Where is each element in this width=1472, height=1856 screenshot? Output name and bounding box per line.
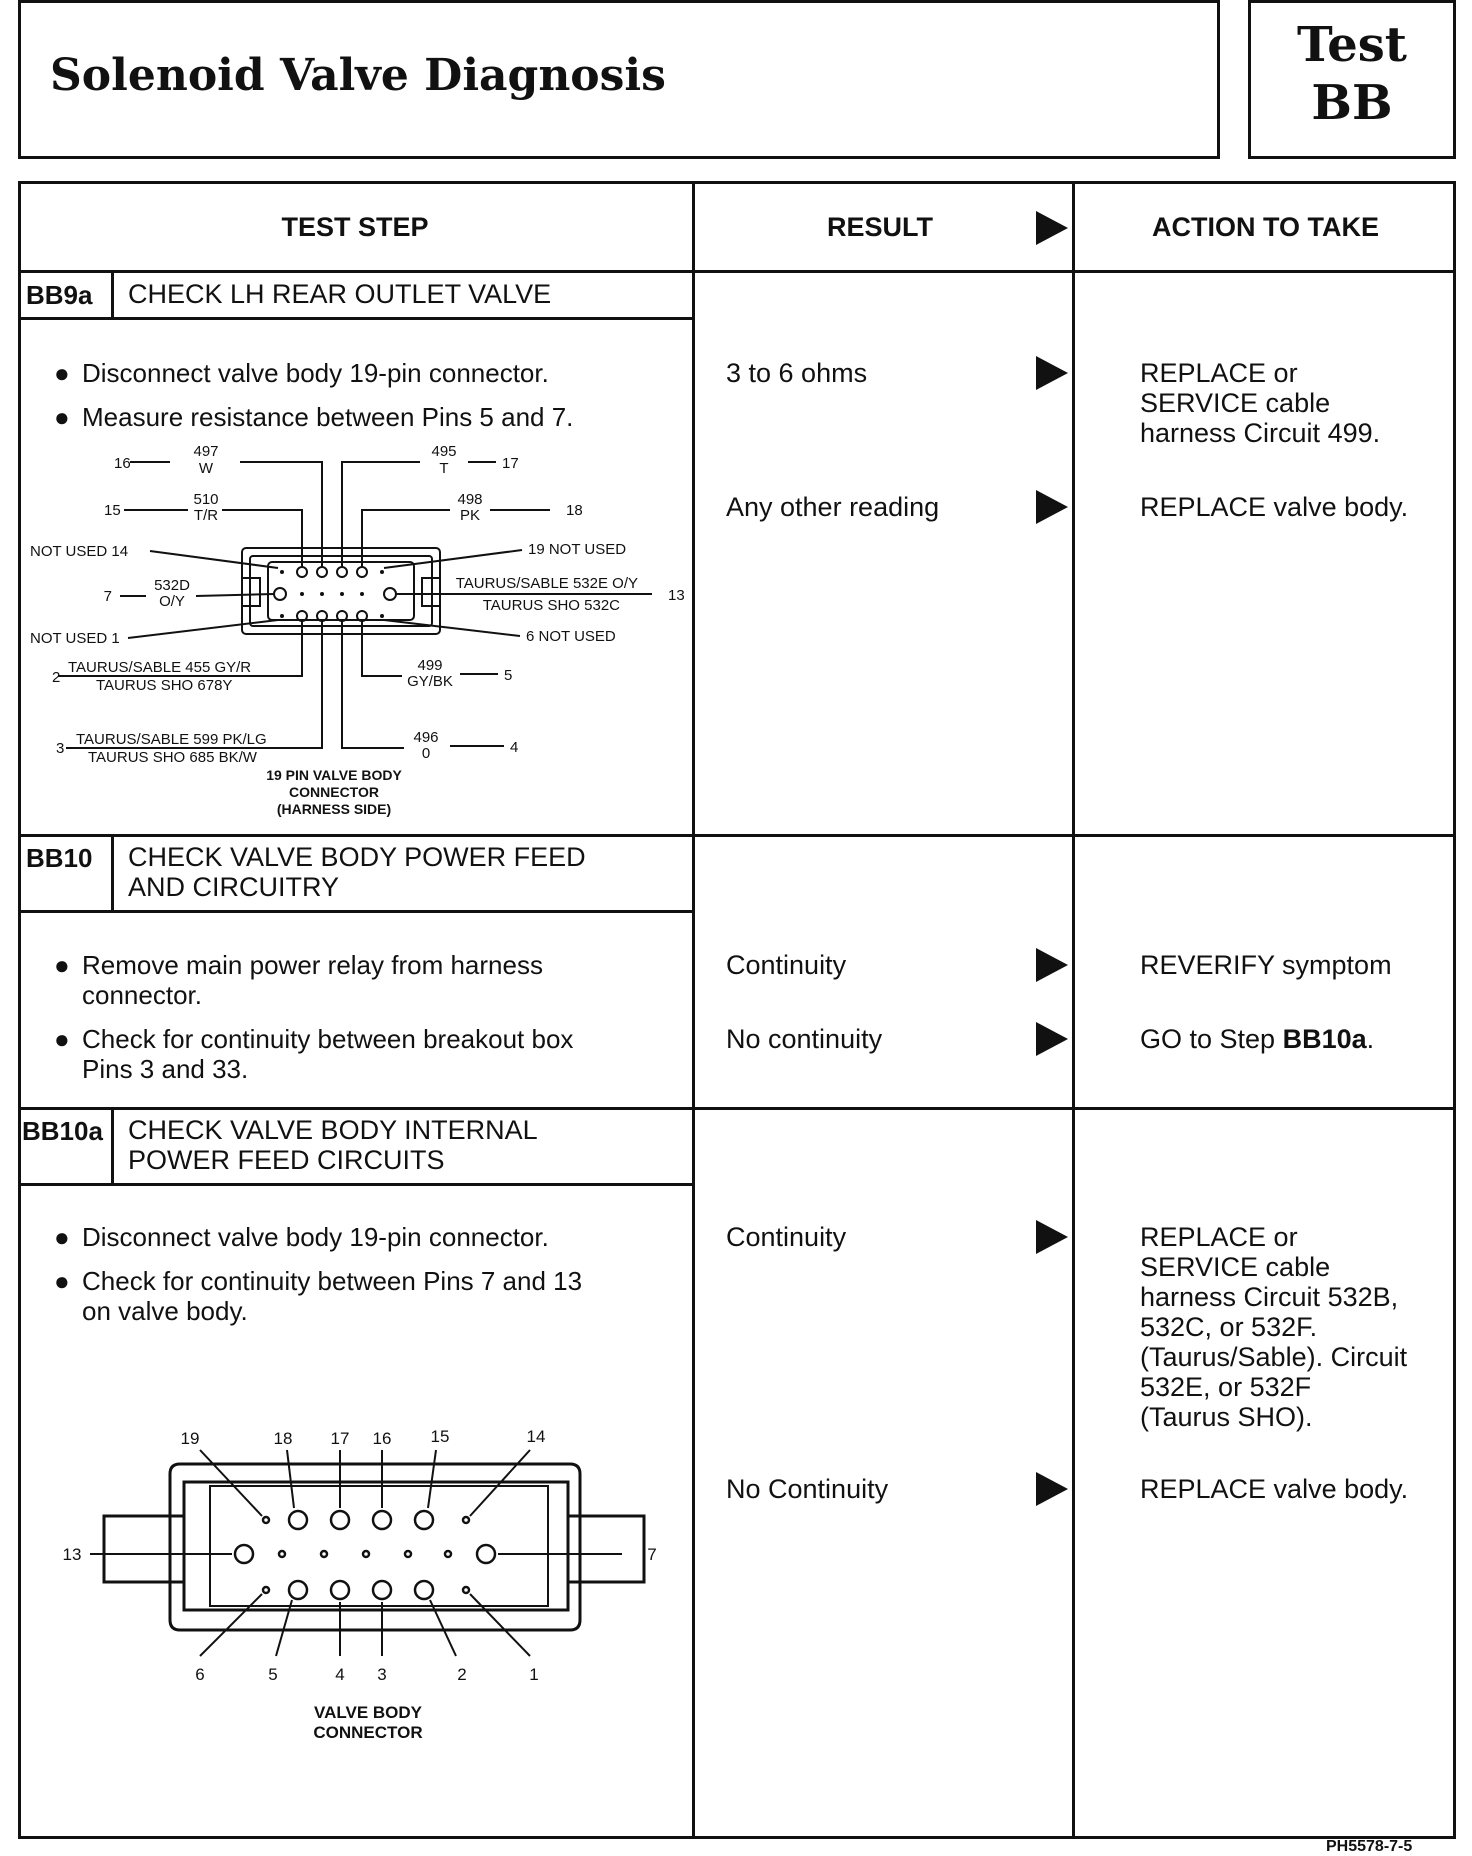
pin-label: 16: [372, 1429, 392, 1448]
result-text: Any other reading: [726, 492, 940, 522]
pin-label: 5: [504, 667, 513, 684]
step-id: BB10a: [22, 1116, 103, 1146]
pin-label: 7: [647, 1545, 657, 1564]
result-text: Continuity: [726, 1222, 847, 1252]
result-text: No Continuity: [726, 1474, 889, 1504]
header-test-step: TEST STEP: [281, 212, 429, 242]
step-title: CHECK VALVE BODY POWER FEED AND CIRCUITRY: [128, 842, 586, 902]
wire-number: 498: [457, 491, 483, 508]
result-arrow-icon: [1036, 1022, 1068, 1056]
wire-label: TAURUS SHO 685 BK/W: [88, 749, 257, 766]
pin-label: 19 NOT USED: [528, 541, 627, 558]
wire-number: 532D: [154, 577, 190, 594]
step-title: CHECK VALVE BODY INTERNAL POWER FEED CIRCUITS: [128, 1115, 538, 1175]
result-text: Continuity: [726, 950, 847, 980]
table-divider-col2: [1072, 181, 1075, 1839]
step-id: BB10: [26, 843, 93, 873]
step-bb9a-id-divider: [111, 270, 114, 320]
pin-label: 18: [273, 1429, 293, 1448]
test-label: Test: [1297, 17, 1407, 73]
diagram-caption: 19 PIN VALVE BODY: [266, 767, 402, 783]
wire-color: GY/BK: [407, 673, 453, 690]
bullet-item: ● Disconnect valve body 19-pin connector.: [54, 1222, 549, 1252]
result-text: 3 to 6 ohms: [726, 358, 868, 388]
wire-label: TAURUS/SABLE 455 GY/R: [68, 659, 252, 676]
bullet-item: ● Disconnect valve body 19-pin connector.: [54, 358, 549, 388]
pin-label: NOT USED 14: [30, 543, 129, 560]
pin-label: 15: [104, 502, 121, 519]
wire-color: T: [439, 460, 449, 477]
wire-color: T/R: [193, 507, 219, 524]
row-divider-1: [18, 834, 1456, 837]
header-arrow-icon: [1036, 211, 1068, 245]
pin-label: 6 NOT USED: [526, 628, 616, 645]
pin-label: 19: [180, 1429, 200, 1448]
pin-label: 2: [52, 669, 61, 686]
wire-color: 0: [421, 745, 431, 762]
pin-label: 18: [566, 502, 583, 519]
diagram-caption: CONNECTOR: [313, 1723, 423, 1742]
pin-label: 17: [330, 1429, 350, 1448]
wire-label: TAURUS/SABLE 532E O/Y: [455, 575, 638, 592]
header-action: ACTION TO TAKE: [1152, 212, 1379, 242]
step-bb10-id-divider: [111, 834, 114, 912]
pin-label: 2: [457, 1665, 467, 1684]
bullet-dot-icon: ●: [54, 358, 70, 388]
pin-label: 16: [114, 455, 131, 472]
test-code: BB: [1311, 75, 1393, 131]
action-text: REVERIFY symptom: [1140, 950, 1392, 980]
pin-label: 17: [502, 455, 519, 472]
bullet-dot-icon: ●: [54, 402, 70, 432]
step-bb10-title-underline: [18, 910, 692, 913]
page-title: Solenoid Valve Diagnosis: [50, 50, 666, 101]
header-divider: [18, 270, 1456, 273]
pin-label: 4: [335, 1665, 345, 1684]
pin-label: NOT USED 1: [30, 630, 120, 647]
pin-label: 6: [195, 1665, 205, 1684]
table-divider-col1: [692, 181, 695, 1839]
pin-label: 3: [56, 740, 65, 757]
pin-label: 1: [529, 1665, 539, 1684]
page-reference: PH5578-7-5: [1326, 1838, 1413, 1855]
wire-color: O/Y: [159, 593, 185, 610]
result-arrow-icon: [1036, 948, 1068, 982]
pin-label: 7: [103, 588, 112, 605]
step-bb9a-title-underline: [18, 317, 692, 320]
pin-label: 14: [526, 1427, 546, 1446]
bullet-dot-icon: ●: [54, 1266, 70, 1296]
bullet-item: ● Measure resistance between Pins 5 and 7.: [54, 402, 574, 432]
bullet-dot-icon: ●: [54, 1024, 70, 1054]
pin-label: 5: [268, 1665, 278, 1684]
wire-number: 497: [193, 443, 219, 460]
header-result: RESULT: [827, 212, 933, 242]
step-title: CHECK LH REAR OUTLET VALVE: [128, 279, 552, 309]
wire-label: TAURUS SHO 532C: [482, 597, 620, 614]
wire-color: PK: [459, 507, 481, 524]
bullet-item: ● Remove main power relay from harness connector.: [54, 950, 543, 1010]
wire-number: 499: [417, 657, 443, 674]
bullet-dot-icon: ●: [54, 950, 70, 980]
wire-number: 510: [193, 491, 219, 508]
bullet-item: ● Check for continuity between breakout box Pins 3 and 33.: [54, 1024, 574, 1084]
action-text: REPLACE or SERVICE cable harness Circuit 532B, 532C, or 532F. (Taurus/Sable). Circuit 532E, or 532F (Taurus SHO).: [1140, 1222, 1408, 1432]
valve-body-connector-diagram: [40, 1420, 680, 1750]
pin-label: 3: [377, 1665, 387, 1684]
pin-label: 4: [510, 739, 519, 756]
pin-label: 13: [668, 587, 685, 604]
result-arrow-icon: [1036, 490, 1068, 524]
action-text: GO to Step BB10a.: [1140, 1024, 1375, 1054]
step-bb10a-id-divider: [111, 1107, 114, 1185]
step-bb10a-title-underline: [18, 1183, 692, 1186]
wire-color: W: [198, 460, 214, 477]
result-arrow-icon: [1036, 1220, 1068, 1254]
action-text: REPLACE valve body.: [1140, 1474, 1409, 1504]
action-text: REPLACE or SERVICE cable harness Circuit 499.: [1140, 358, 1381, 448]
wire-number: 495: [431, 443, 457, 460]
wire-label: TAURUS/SABLE 599 PK/LG: [76, 731, 267, 748]
diagram-caption: (HARNESS SIDE): [276, 801, 392, 817]
pin-label: 13: [62, 1545, 82, 1564]
result-text: No continuity: [726, 1024, 883, 1054]
wire-number: 496: [413, 729, 439, 746]
harness-connector-diagram: [20, 440, 690, 832]
action-text: REPLACE valve body.: [1140, 492, 1409, 522]
row-divider-2: [18, 1107, 1456, 1110]
result-arrow-icon: [1036, 356, 1068, 390]
step-id: BB9a: [26, 280, 93, 310]
pin-label: 15: [430, 1427, 450, 1446]
diagram-caption: CONNECTOR: [289, 784, 379, 800]
bullet-item: ● Check for continuity between Pins 7 and 13 on valve body.: [54, 1266, 583, 1326]
diagram-caption: VALVE BODY: [314, 1703, 422, 1722]
wire-label: TAURUS SHO 678Y: [96, 677, 233, 694]
bullet-dot-icon: ●: [54, 1222, 70, 1252]
result-arrow-icon: [1036, 1472, 1068, 1506]
